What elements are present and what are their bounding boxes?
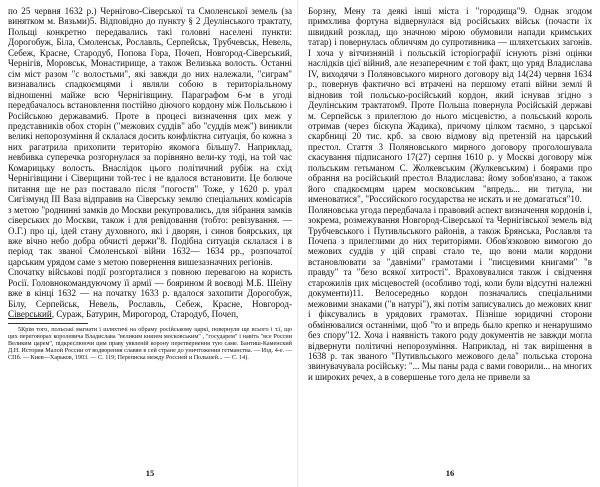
right-page xyxy=(308,6,592,478)
right-paragraph-2: Поляновська угода передбачала і правовий аспект визначення кордонів і, зокрема, розмежування Новгород-Сіверської та Чернігівської земель від Трубчевського і Путивльського районів, а також Брянська, Рославля та Почепа з прилеглими до них територіями. Обов'язковою вимогою до межових суддів у цій справі стало те, що вони мали кордони встановлювати за "давніми" грамотами і "писцевими книгами" "в правду" та "безо всякої хитрості". Враховувалися також і свідчення старожилів цих місцевостей (особливо тоді, коли були відсутні належні документи)11. Велосередньо кордон позначались спеціальними межовими знаками ("в натурі"), які потім записувались до межових книг і фіксувались в урядових грамотах. Пізніше юридичні сторони обмінювалися останніми, щоб "то и впредь было крепко и ненарушимо без спору"12. Хоча і наявність такого роду документів не завжди могла відвернути політичні непорозуміння. Наприклад, ні так вирішення в 1638 р. так званого "Путивльського межового дела" польська сторона звинувачувала російську: "... Мы паны рада с вами говорили... на многих и широких речех, а в совершенье того дела не привели за xyxy=(308,204,592,382)
left-footnote: 5Крім того, польські магнати і шляхтичі на обраму російському царкі, повернули ще всього і т.ї, що цих переговорах королевича Владислава "великим князем московським" , "государем" і навіть "все России Великим царем", підкреслюючи цим праву уявленій корону перетвернення тую саме. Бантиш-Каменский Д.Н. История Малой России от водворения славян в сей стране до уничтожения гетманства. — Изд. 4-е. — СПб. — Киев—Харьков, 1903. — С. 119; Переписка между Россией и Польшей... — С. 14). xyxy=(8,325,292,361)
right-page-number: 16 xyxy=(445,468,455,478)
underlined-city-name: Сіверський xyxy=(8,309,52,320)
book-spine xyxy=(297,0,298,487)
left-page-body xyxy=(8,6,292,320)
left-paragraph-1: по 25 червня 1632 р.) Чернігово-Сіверської та Смоленської земель (за винятком м. Вязьми)5. Відповідно до пункту § 2 Деулінського трактату, Польщі конкретно передавались такі головні населені пункти: Дорогобуж, Біла, Смоленськ, Рославль, Серпейськ, Трубчевськ, Невель, Себеж, Красне, Стародуб, Попова Гора, Почеп, Новгород-Сіверський, Чернігів, Моровськ, Монастирище, а також Велизька волость. Останні сім міст разом "с волостьми", які завжди до них належали, "сиграм" визнавались спадкоємцями і являли собою в територіальному відношенні майже всю Чернігівщину. Параграфом 6-м в угоді передбачалось встановлення постійно діючого кордону між Польською і Російською державами6. Проте в процесі визначення цих меж у представників обох сторін ("межових суддів" або "суддів меж") виникли великі непорозуміння й склалася досить конфліктна ситуація, бо кожна з них рагатрила прихопити територію якомога більшу7. Наприклад, невбивка суперечка розгорнулася за порівняно вели-ку тоді, на той час Комарицьку волость. Внаслідок цього політичний рубіж на схід Чернігівщини і Сіверщини той-тес і не вдалося встановити. Це болюче питання ще не раз поставало після "погостя" Тоже, у 1620 р. урал Сигізмунд III Ваза відправив на Сіверську землю спеціальних комісарів з метою "роднинні замків до Москви рекупровались, для зібрання замків сіверських до Москви, також і для ревідовання (тобто: ревізування. — О.Г.) про ці, ідей стану духовного, які і дворян, і синов боярських, ця вже вічно небо добра обчисті держи"8. Подібна ситуація склалася і в період так званої Смоленської війни 1632— 1634 рр., розпочатої царським урядом саме з метою повернення вишезазначних регіонів. xyxy=(8,6,292,267)
left-page xyxy=(8,6,292,478)
left-paragraph-2-part-c: , Сураж, Батурин, Мирогород, Стародуб, Почеп, xyxy=(51,309,239,320)
left-paragraph-2 xyxy=(8,267,292,319)
footnote-divider xyxy=(8,323,88,324)
right-page-body xyxy=(308,6,592,382)
right-paragraph-1: Борзну, Мену та деякі інші міста і "городища"9. Однак згодом примхлива фортуна відвернулася від російських військ (почасти їх швидкий розклад, що значною мірою обумовили напади кримських татар) і повернулась обличчям до супротивника — шляхетських загонів. І хоча у вітчизняній і польській історіографії існують різні оцінки наслідків цієї війни8, але незаперечним є той факт, що уряд Владислава IV, виходячи з Поляновського мирного договору від 14(24) червня 1634 р., повернув фактично всі втрачені на першому етапі війни землі й відновив той польсько-російський кордон, який існував згідно з Деулінським трактатом9. Проте Польша повернула Російській державі м. Серпейськ з прилеглою до нього місцевістю, а польський король отримав (через біскупа Жадика), причому цілком таємно, з царської скарбниці 20 тис. крб. за свою відмову від претензій на царський престол. Стаття 3 Поляновського мирного договору проголошувала скасування підписаного 17(27) серпня 1610 р. у Москві договору між польським гетьманом С. Жолкевським (Жулкевським) і боярами про обрання на російський престол Владислава: йому зобов'язано, а також його спадкоємцям царем московським "впредь... ни титула, ни именоватися", "Российского государства не искать и не домагаться"10. xyxy=(308,6,592,205)
left-page-number: 15 xyxy=(145,468,155,478)
left-paragraph-2-part-a: Спочатку військові події розгорталися з повною перевагою на користь Росії. Головнокомандуючому її армії — боярином й воєводі М.Б. Шеїну вже в кінці 1632 — на початку 1633 р. вдалося захопити Дорогобуж, Білу, Серпейськ, Невель, Рославль, Себеж, Красне, Новгород- xyxy=(8,267,292,309)
